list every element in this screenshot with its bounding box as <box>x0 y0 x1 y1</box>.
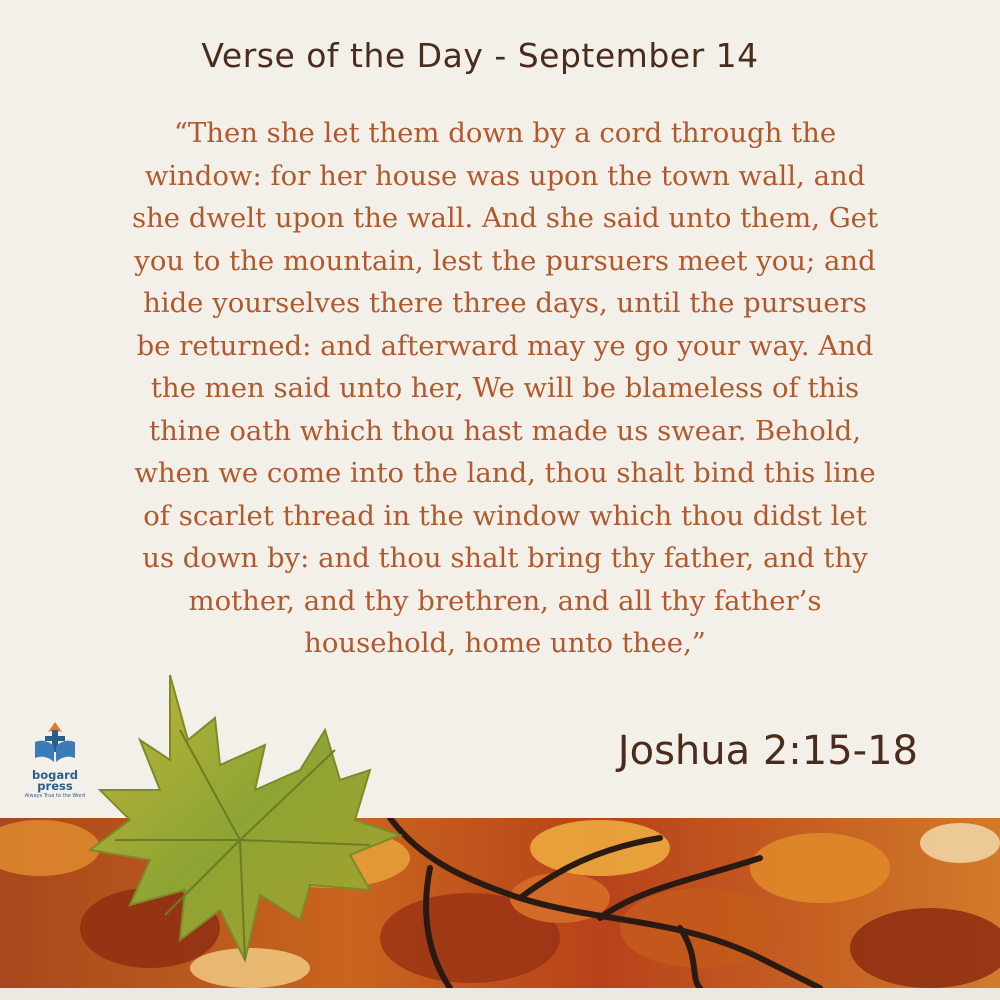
verse-line: the men said unto her, We will be blameless of this <box>150 372 860 404</box>
maple-leaf-image <box>70 670 410 990</box>
verse-line: window: for her house was upon the town wall, and <box>144 159 866 192</box>
verse-line: hide yourselves there three days, until the pursuers <box>143 287 867 319</box>
verse-text <box>90 112 920 665</box>
verse-reference: Joshua 2:15-18 <box>617 728 918 774</box>
logo-tagline: Always True to the Word <box>24 793 86 799</box>
book-cross-icon <box>30 720 80 766</box>
verse-line: “Then she let them down by a cord through the <box>173 117 837 149</box>
verse-line: be returned: and afterward may ye go your way. And <box>136 329 874 362</box>
verse-line: thine oath which thou hast made us swear. Behold, <box>149 414 861 447</box>
logo-name-line1: bogard <box>31 768 79 782</box>
verse-line: she dwelt upon the wall. And she said unto them, Get <box>131 202 879 234</box>
bottom-strip <box>0 988 1000 1000</box>
verse-line: household, home unto thee,” <box>304 627 706 659</box>
logo-name-line2: press <box>37 779 73 793</box>
bogard-press-logo <box>22 720 88 820</box>
verse-line: mother, and thy brethren, and all thy father’s <box>188 584 822 617</box>
verse-line: us down by: and thou shalt bring thy father, and thy <box>142 542 868 574</box>
verse-line: of scarlet thread in the window which thou didst let <box>143 499 867 532</box>
page-title: Verse of the Day - September 14 <box>201 36 759 75</box>
verse-line: when we come into the land, thou shalt bind this line <box>134 457 876 489</box>
verse-line: you to the mountain, lest the pursuers meet you; and <box>134 244 876 277</box>
